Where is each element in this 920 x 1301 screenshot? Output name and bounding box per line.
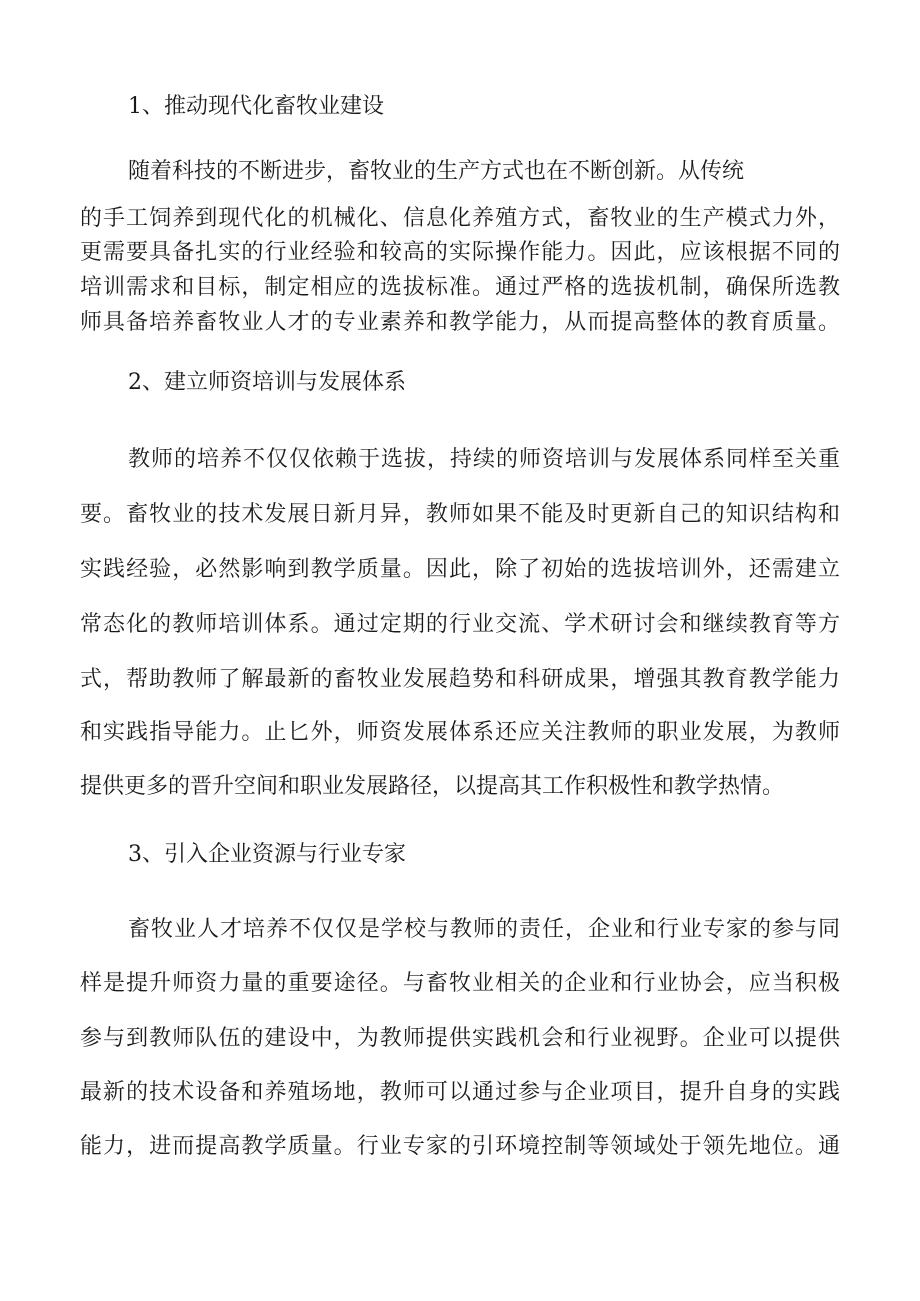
section-heading-1: 1、推动现代化畜牧业建设 <box>128 94 384 119</box>
paragraph-line: 教师的培养不仅仅依赖于选拔，持续的师资培训与发展体系同样至关重 <box>128 447 840 472</box>
paragraph-line: 要。畜牧业的技术发展日新月异，教师如果不能及时更新自己的知识结构和 <box>80 502 840 527</box>
paragraph-line: 式，帮助教师了解最新的畜牧业发展趋势和科研成果，增强其教育教学能力 <box>80 667 840 692</box>
section-heading-3: 3、引入企业资源与行业专家 <box>128 842 406 867</box>
paragraph-line: 和实践指导能力。止匕外，师资发展体系还应关注教师的职业发展，为教师 <box>80 720 840 745</box>
paragraph-line: 随着科技的不断进步，畜牧业的生产方式也在不断创新。从传统 <box>128 159 745 184</box>
section-heading-2: 2、建立师资培训与发展体系 <box>128 370 406 395</box>
paragraph-line: 师具备培养畜牧业人才的专业素养和教学能力，从而提高整体的教育质量。 <box>80 310 840 335</box>
paragraph-line: 参与到教师队伍的建设中，为教师提供实践机会和行业视野。企业可以提供 <box>80 1026 840 1051</box>
paragraph-line: 培训需求和目标，制定相应的选拔标准。通过严格的选拔机制，确保所选教 <box>80 275 840 300</box>
paragraph-line: 常态化的教师培训体系。通过定期的行业交流、学术研讨会和继续教育等方 <box>80 612 840 637</box>
paragraph-line: 的手工饲养到现代化的机械化、信息化养殖方式，畜牧业的生产模式力外， <box>80 206 840 231</box>
paragraph-line: 样是提升师资力量的重要途径。与畜牧业相关的企业和行业协会，应当积极 <box>80 971 840 996</box>
paragraph-line: 更需要具备扎实的行业经验和较高的实际操作能力。因此，应该根据不同的 <box>80 240 840 265</box>
paragraph-line: 最新的技术设备和养殖场地，教师可以通过参与企业项目，提升自身的实践 <box>80 1080 840 1105</box>
paragraph-line: 能力，进而提高教学质量。行业专家的引环境控制等领域处于领先地位。通 <box>80 1134 840 1159</box>
paragraph-line: 实践经验，必然影响到教学质量。因此，除了初始的选拔培训外，还需建立 <box>80 557 840 582</box>
paragraph-line: 提供更多的晋升空间和职业发展路径，以提高其工作积极性和教学热情。 <box>80 774 785 799</box>
paragraph-line: 畜牧业人才培养不仅仅是学校与教师的责任，企业和行业专家的参与同 <box>128 917 840 942</box>
